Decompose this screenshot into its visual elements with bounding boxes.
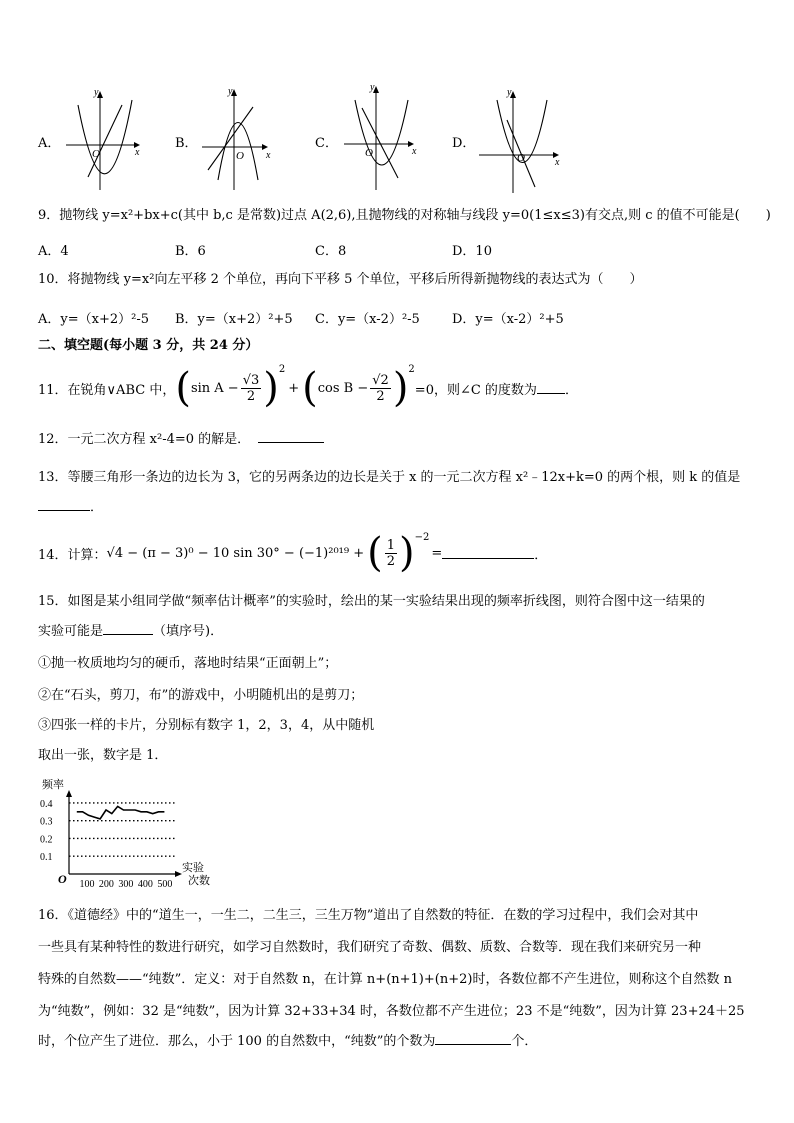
q8-a-y-label: y <box>94 87 99 98</box>
chart-xlabel-2: 次数 <box>188 875 210 887</box>
q10-option-d: D．y=（x-2）²+5 <box>452 312 564 327</box>
q11-paren-right: ) <box>263 365 279 411</box>
q9-option-a: A．4 <box>38 244 69 259</box>
q8-b-x-label: x <box>266 150 271 161</box>
q8-option-b-label: B． <box>175 136 198 151</box>
q8-c-y-label: y <box>370 82 375 93</box>
q8-graph-c <box>340 80 425 195</box>
q14-prefix: 14．计算： <box>38 547 107 563</box>
chart-xtick-label: 400 <box>137 879 153 890</box>
q11-square-1: 2 <box>278 364 286 375</box>
q8-graph-b <box>198 85 278 195</box>
q8-option-c-label: C． <box>315 136 338 151</box>
q14-equals: = <box>431 545 443 561</box>
q15-answer-blank[interactable] <box>103 624 153 635</box>
q8-c-origin: O <box>365 147 373 159</box>
q11-paren-left: ( <box>175 365 191 411</box>
q11-paren-left-2: ( <box>302 365 318 411</box>
q9-option-d: D．10 <box>452 244 492 259</box>
q11-answer-blank[interactable] <box>537 383 565 394</box>
q14-paren-right: ) <box>399 530 415 576</box>
q10-option-a: A．y=（x+2）²-5 <box>38 312 149 327</box>
chart-ytick-label: 0.2 <box>40 834 53 846</box>
q11-paren-right-2: ) <box>392 365 409 411</box>
q13-line1: 13．等腰三角形一条边的边长为 3，它的另两条边的边长是关于 x 的一元二次方程 x²﹣12x+k=0 的两个根，则 k 的值是 <box>38 470 741 485</box>
q16-line3: 特殊的自然数——“纯数”．定义：对于自然数 n，在计算 n+(n+1)+(n+2)时，各数位都不产生进位，则称这个自然数 n <box>38 972 732 987</box>
q14-exponent: −2 <box>414 532 430 543</box>
q11-sin-a: sin A − <box>190 380 239 396</box>
q14-answer-blank[interactable] <box>442 548 534 559</box>
q13-period: ． <box>90 500 104 515</box>
q8-b-origin: O <box>236 150 244 162</box>
q13-answer-blank[interactable] <box>38 500 90 511</box>
q15-line1: 15．如图是某小组同学做“频率估计概率”的实验时，绘出的某一实验结果出现的频率折线图，则符合图中这一结果的 <box>38 594 705 609</box>
chart-xtick-label: 200 <box>98 879 114 890</box>
q8-a-x-label: x <box>135 147 140 158</box>
chart-y-arrow <box>66 790 72 797</box>
q11-suffix: =0，则∠C 的度数为 <box>414 382 537 398</box>
q11-frac2-num: √2 <box>372 372 389 388</box>
chart-ytick-label: 0.1 <box>40 852 53 864</box>
q11-frac2-den: 2 <box>376 388 385 404</box>
q15-line2-a: 实验可能是 <box>38 624 104 639</box>
q15-item4: 取出一张，数字是 1． <box>38 748 168 763</box>
q15-item3: ③四张一样的卡片，分别标有数字 1，2，3，4，从中随机 <box>38 718 375 733</box>
section-heading: 二、填空题(每小题 3 分，共 24 分） <box>38 338 259 353</box>
q11-period: ． <box>564 382 578 398</box>
q16-line5-b: 个． <box>511 1034 538 1049</box>
chart-ylabel: 频率 <box>42 779 64 791</box>
q10-option-b: B．y=（x+2）²+5 <box>175 312 293 327</box>
q8-graph-a <box>60 85 150 195</box>
chart-xtick-label: 300 <box>118 879 134 890</box>
q11 <box>38 360 778 416</box>
q8-d-y-label: y <box>507 87 512 98</box>
q12 <box>38 432 324 448</box>
chart-ytick-label: 0.3 <box>40 816 53 828</box>
q14-frac-num: 1 <box>386 537 396 553</box>
q8-graph-d <box>475 85 570 195</box>
chart-series-line <box>77 806 165 819</box>
q15-item1: ①抛一枚质地均匀的硬币，落地时结果“正面朝上”； <box>38 656 338 671</box>
q11-plus: + <box>288 380 300 396</box>
q15-line2 <box>38 624 223 640</box>
q8-b-y-label: y <box>228 86 233 97</box>
chart-xtick-label: 500 <box>157 879 173 890</box>
q10-stem: 10．将抛物线 y=x²向左平移 2 个单位，再向下平移 5 个单位，平移后所得新抛物线的表达式为（ ） <box>38 272 643 287</box>
q14-frac-half <box>385 538 397 569</box>
q16-line2: 一些具有某种特性的数进行研究，如学习自然数时，我们研究了奇数、偶数、质数、合数等．现在我们来研究另一种 <box>38 940 702 955</box>
frequency-chart <box>36 774 226 892</box>
q10-option-c: C．y=（x-2）²-5 <box>315 312 420 327</box>
q14-expression: √4 − (π − 3)⁰ − 10 sin 30° − (−1)²⁰¹⁹ + <box>106 545 365 561</box>
q8-d-origin: O <box>517 152 525 164</box>
chart-xtick-label: 100 <box>79 879 95 890</box>
q8-a-origin: O <box>92 148 100 160</box>
q8-option-d-label: D． <box>452 136 476 151</box>
q11-frac-num: √3 <box>242 372 260 388</box>
q11-frac-sqrt2 <box>370 373 391 404</box>
q11-frac-den: 2 <box>246 388 256 404</box>
q8-c-x-label: x <box>412 146 417 157</box>
q13-line2 <box>38 500 103 516</box>
chart-origin: O <box>58 872 67 886</box>
q16-line5 <box>38 1034 537 1050</box>
q14-paren-left: ( <box>367 530 383 576</box>
q11-frac-sqrt3 <box>241 373 262 404</box>
chart-x-arrow <box>175 871 182 877</box>
q8-d-x-label: x <box>555 157 560 168</box>
chart-xlabel-1: 实验 <box>182 862 204 874</box>
q12-text: 12．一元二次方程 x²-4=0 的解是． <box>38 432 251 447</box>
q16-line4: 为“纯数”，例如：32 是“纯数”，因为计算 32+33+34 时，各数位都不产生进位；23 不是“纯数”，因为计算 23+24＋25 <box>38 1004 745 1019</box>
q8-options <box>0 80 794 195</box>
q11-square-2: 2 <box>408 364 415 375</box>
q16-line5-a: 时，个位产生了进位．那么，小于 100 的自然数中，“纯数”的个数为 <box>38 1034 436 1049</box>
q9-option-b: B．6 <box>175 244 206 259</box>
q14-period: ． <box>534 547 548 563</box>
q16-line1: 16．《道德经》中的“道生一，一生二，二生三，三生万物”道出了自然数的特征．在数的学习过程中，我们会对其中 <box>38 908 699 923</box>
q15-item2: ②在“石头，剪刀，布”的游戏中，小明随机出的是剪刀； <box>38 688 364 703</box>
q12-answer-blank[interactable] <box>258 432 324 443</box>
q11-cos-b: cos B − <box>317 380 369 396</box>
q15-line2-b: （填序号)． <box>153 624 224 639</box>
chart-ytick-label: 0.4 <box>40 798 53 810</box>
q9-stem: 9．抛物线 y=x²+bx+c(其中 b,c 是常数)过点 A(2,6),且抛物线的对称轴与线段 y=0(1≤x≤3)有交点,则 c 的值不可能是( ) <box>38 208 771 223</box>
q14-frac-den: 2 <box>386 553 396 569</box>
q9-option-c: C．8 <box>315 244 347 259</box>
q11-prefix: 11．在锐角∨ABC 中， <box>38 382 176 398</box>
q16-answer-blank[interactable] <box>435 1034 511 1045</box>
q14 <box>38 530 778 576</box>
q8-option-a-label: A． <box>38 136 61 151</box>
